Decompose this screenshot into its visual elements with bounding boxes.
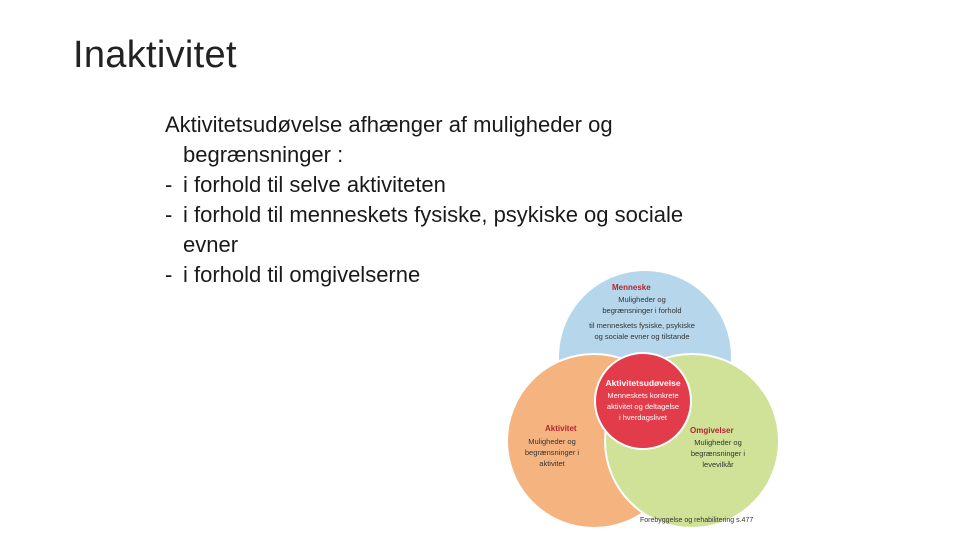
- center-line: Menneskets konkrete: [607, 391, 679, 400]
- intro-line-2: begrænsninger :: [183, 142, 344, 167]
- bullet-continuation: evner: [183, 232, 239, 257]
- center-title: Aktivitetsudøvelse: [605, 378, 681, 388]
- bullet-item: [165, 170, 785, 200]
- aktivitet-line: Muligheder og: [528, 437, 576, 446]
- source-citation: Forebyggelse og rehabilitering s.477: [640, 517, 754, 524]
- bullet-text: i forhold til omgivelserne: [183, 262, 421, 287]
- bullet-marker: -: [165, 172, 173, 197]
- menneske-title: Menneske: [612, 283, 651, 292]
- menneske-line: og sociale evner og tilstande: [594, 332, 690, 341]
- omgivelser-title: Omgivelser: [690, 426, 734, 435]
- omgivelser-line: begrænsninger i: [690, 449, 746, 458]
- aktivitet-title: Aktivitet: [545, 424, 577, 433]
- aktivitet-line: begrænsninger i: [524, 448, 580, 457]
- slide-title: Inaktivitet: [73, 34, 237, 76]
- aktivitet-line: aktivitet: [539, 459, 565, 468]
- center-line: aktivitet og deltagelse: [606, 402, 680, 411]
- center-line: i hverdagslivet: [619, 413, 667, 422]
- bullet-text: i forhold til selve aktiviteten: [183, 172, 446, 197]
- menneske-line: til menneskets fysiske, psykiske: [589, 321, 695, 330]
- omgivelser-line: Muligheder og: [694, 438, 742, 447]
- bullet-text: i forhold til menneskets fysiske, psykiske og sociale: [183, 202, 684, 227]
- menneske-line: Muligheder og: [618, 295, 666, 304]
- bullet-item: [165, 200, 785, 230]
- venn-diagram: [500, 268, 790, 530]
- body-text: [165, 110, 785, 290]
- menneske-line: begrænsninger i forhold: [602, 306, 682, 315]
- bullet-marker: -: [165, 202, 173, 227]
- intro-line-1: Aktivitetsudøvelse afhænger af muligheder og: [165, 112, 613, 137]
- bullet-marker: -: [165, 262, 173, 287]
- omgivelser-line: levevilkår: [702, 460, 734, 469]
- center-circle: [595, 353, 691, 449]
